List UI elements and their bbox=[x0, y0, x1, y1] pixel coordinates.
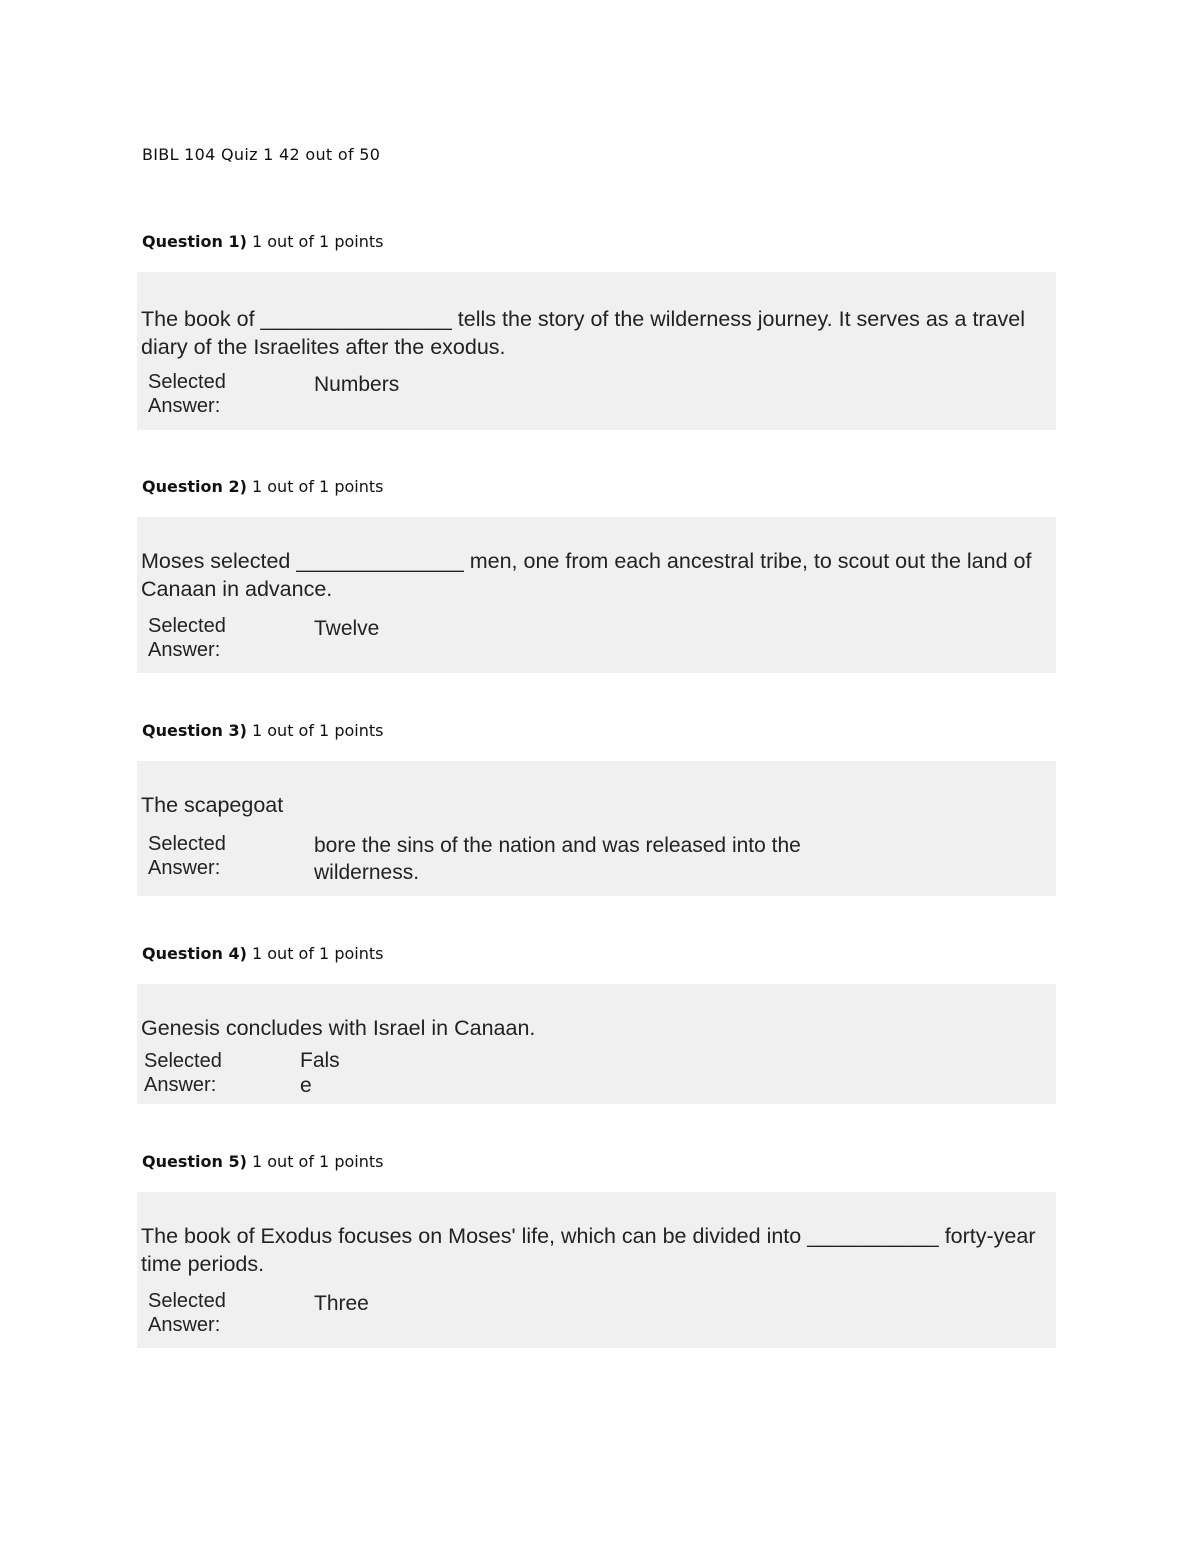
question-5-answer: Three bbox=[314, 1292, 369, 1315]
question-1-text: The book of ________________ tells the story of the wilderness journey. It serves as a travel diary of the Israelites after the exodus. bbox=[141, 307, 1026, 359]
question-2-box bbox=[137, 517, 1056, 673]
question-1-box bbox=[137, 272, 1056, 430]
question-2-selected-label: Selected Answer: bbox=[148, 615, 226, 661]
question-4-text: Genesis concludes with Israel in Canaan. bbox=[141, 1016, 536, 1040]
question-2-heading bbox=[142, 477, 383, 496]
question-5-selected-label: Selected Answer: bbox=[148, 1290, 226, 1336]
question-3-text: The scapegoat bbox=[141, 793, 284, 817]
question-3-selected-label: Selected Answer: bbox=[148, 833, 226, 879]
question-3-label: Question 3) bbox=[142, 721, 247, 740]
question-5-box bbox=[137, 1192, 1056, 1348]
question-4-selected-label: Selected Answer: bbox=[144, 1050, 222, 1096]
question-3-heading bbox=[142, 721, 383, 740]
question-1-selected-label: Selected Answer: bbox=[148, 371, 226, 417]
question-5-text: The book of Exodus focuses on Moses' life, which can be divided into ___________ forty-year time periods. bbox=[141, 1224, 1036, 1276]
question-1-answer: Numbers bbox=[314, 373, 400, 396]
question-2-label: Question 2) bbox=[142, 477, 247, 496]
question-4-points: 1 out of 1 points bbox=[246, 944, 384, 963]
question-3-points: 1 out of 1 points bbox=[246, 721, 384, 740]
question-5-label: Question 5) bbox=[142, 1152, 247, 1171]
question-3-answer: bore the sins of the nation and was released into the wilderness. bbox=[314, 834, 801, 884]
quiz-title: BIBL 104 Quiz 1 42 out of 50 bbox=[142, 145, 381, 164]
question-4-label: Question 4) bbox=[142, 944, 247, 963]
question-5-heading bbox=[142, 1152, 383, 1171]
question-2-text: Moses selected ______________ men, one from each ancestral tribe, to scout out the land of Canaan in advance. bbox=[141, 549, 1032, 601]
question-1-label: Question 1) bbox=[142, 232, 247, 251]
question-1-points: 1 out of 1 points bbox=[246, 232, 384, 251]
question-5-points: 1 out of 1 points bbox=[246, 1152, 384, 1171]
question-4-box bbox=[137, 984, 1056, 1104]
question-2-answer: Twelve bbox=[314, 617, 380, 640]
question-3-box bbox=[137, 761, 1056, 896]
question-1-heading bbox=[142, 232, 383, 251]
question-4-answer: Fals e bbox=[300, 1049, 340, 1097]
question-4-heading bbox=[142, 944, 383, 963]
question-2-points: 1 out of 1 points bbox=[246, 477, 384, 496]
